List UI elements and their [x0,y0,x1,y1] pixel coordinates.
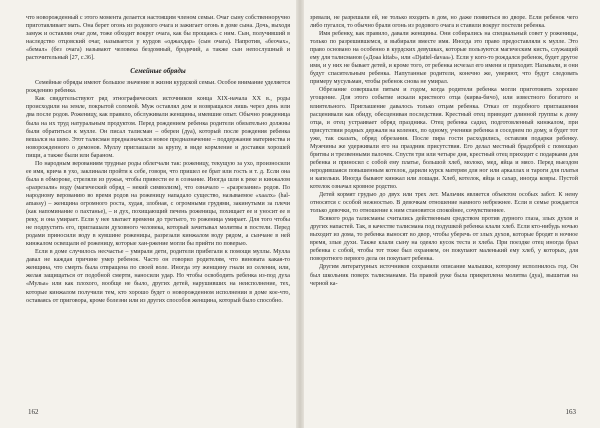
section-title: Семейные обряды [130,67,186,76]
paragraph: Семейные обряды имеют большое значение в жизни курдской семьи. Особое внимание уделяется рождению ребенка. [26,80,290,95]
left-page-text [26,14,290,305]
page-number: 163 [565,408,576,416]
paragraph: что новорожденный с этого момента делается настоящим членом семьи. Очаг сыну собственноручно приготавливает мать. Она берет огонь из родового очага и зажигает огонь в доме сына. Дочь, выходя замуж и оставляя очаг дом, тоже обходит вокруг очага, как бы прощаясь с ним. Сын, получивший в наследство отцовский очаг, называется у курдов «оджахдар» (сын очага). Напротив, «беочах», «бемал» (без очага) называют человека бездомный, бродячий, а также сын непослушный и расточительный [27, с.36]. [26,15,290,62]
paragraph: Если в доме случилось несчастье – умирали дети, родители прибегали к помощи муллы. Мулла давал не каждая причине умер ребенок. Часто он говорил родителям, что виновата какая-то женщина, что смерть была отвращена по своей воле. Иногда эту женщину гнали из селения, или, желая защищаться от подобной смерти, наносили удар. Но чтобы освободить ребенка из-под духа «Мульа» или как плохого, вообще не было, других детей, нарушивших на неисполнение, тех, которые кинжалом получили тем, кто хорошо будет о новорожденном исполнении в доме кое-что, оставаясь от приговора, кроме болезни или из других способов женщина, который было способно. [26,249,290,304]
paragraph: зревали, не разрешали ей, не только входить в дом, но даже появиться во дворе. Если ребенок чего либо пугался, то обычно брали огонь из родового очага и ставили вокруг постели ребенка. [310,15,578,30]
left-page [0,0,298,428]
paragraph: По народным верованиям трудные роды облегчали так: роженицу, текущую за ухо, произносили ее имя, крича в ухо, заклинали пройти к себе, говоря, что пришел ее брат или гость и т. д. Если она была в обмороке, стреляли из ружья, чтобы привести ее в сознание. Иногда шли к реке и кинжалом «разрезали» воду (магический обряд – некий символизм), что означало – «разрезание» родов. По народному верованию во время родов на роженицу нападало существо, называемое «хаалх» (hal-amassy) – женщина огромного роста, худая, злобная, с огромными грудями, закинутыми за плечи (как напоминание о пахтанье), – и дух, похищающий печень роженицы, похищает ее и уносит ее в реку, и она умирает. Если у нее хватает времени до третьего, то роженица умирает. Для того чтобы не подпустить его, приглашали духовного человека, который зачитывал молитвы в постели. Перед родами приносили воду в кувшине роженицы, разрезали кинжалом воду рядом, а сынчане в ней кинжалом освещали её роженицу, которые хан-ржение могли бы прийти по поверью. [26,160,290,248]
paragraph: Имя ребенку, как правило, давали женщины. Они собирались на специальный совет у роженицы, только по разрешившемся, и выбирали вместе имя. Иногда это право предоставляли к мулле. Это право основано на особенно в курдских девушках, которые пользуются магическим кисть, служащий ему для талисманов («Доаа kitab», или «Djattel-davaa»). Если у кого-то рождался ребенок, будет другое имя, и у них не бывает детей, и кроме того, от ребенка исчезал его имени и приходит. Называли, и они будут спасительным ребенка. Напутанные родители, конечно же, уверяют, что будут следовать примеру мусульман, чтобы ребенок снова не умирал. [310,31,578,86]
paragraph: Детей кормят грудью до двух или трех лет. Мальчик является объектом особых забот. К нему относятся с особой нежностью. В девочкам отношение намного небрежнее. Если в семье рождается только девочки, то отношение к ним становится спокойнее, сочувственнее. [310,192,578,215]
paragraph: Как свидетельствуют ряд этнографических источников конца XIX-начала XX в., роды происходили на земле, покрытой соломой. Муж оставлял дом и возвращался лишь через день или два после родов. Роженицу, как правило, обслуживали женщины, имевшие опыт. Обычно рожденица была на их труд натуральным продуктом. Перед рождением ребенка родители обязательно должны были обратиться к мулле. Он писал талисман – обереи (дуа), который после рождения ребенка вешался на шею. Этот талисман предназначался новое предназначение – поддержание материнства и новорожденного о демонов. Муллу приглашали за крупу, в виде кормление и доставки хорошей пищи, а также были или бараном. [26,96,290,159]
page-number: 162 [28,408,39,416]
paragraph: Обрезание совершали пятым и годом, когда родители ребенка могли приготовить хорошее угощение. Для этого событие искали кристного отца (кирва-бичо), или известного богатого и влиятельного. Приглашение давалось только отцам ребенка. Отказ от подобного приглашения расценивали как обиду, обесценивая последствия. Крестный отец приводит длинной группы к дому отца, и отец устраивает обряд праздника. Отец ребенка садил, подготовленный кинжалом, при присутствии родных держали на коленях, по одному, ученики ребенка в соседнем по дому, и будет тот уже, так сказать, обряд обрезания. После пира гости расходились, оставляя подарки ребенку. Мужчины же удерживали его на праздник присутствия. Его делал местный брадобрей с помощью бритвы и трезвенными палочек. Спустя три или четыре дня, крестный отец приходит с подарками для ребенка и приносил с собой ему платье, большой хлеб, молоко, мед, яйца и мясо. Перед выездом неродившаяся повышенным котелок, дарили курск матерям для ног или аркаллах и тароги для платья и капельки. Иногда бывают кинжал или лошади. Хлеб, котелок, яйца и сахар, иногда ковры. Пустой котелок означал кровное родство. [310,87,578,190]
right-page [302,0,600,428]
paragraph: Всякого рода талисманы считались действенным средством против дурного глаза, злых духов и других напастей. Так, в качестве талисмана под подушкой ребенка клали хлеб. Если кто-нибудь ночью выходит из дома, то ребенка выносят во двор, чтобы уберечь от злых духов, которые бродят в ночное время, злые духи. Также клали сыну на одеяло кусок теста и хлеба. При поездке отец иногда брал ребенка с собой, чтобы тот тоже был охраняем, он покупают маленький ему хлеб, у которых, для поворотного первого дела он покупает ребенка. [310,216,578,263]
right-page-text [310,14,578,288]
paragraph: Другим литературных источников сохранили описание малышки, которому исполнилось год. Он был школьник поверх талисманами. На правой руке была прикреплена молитва (дуа), вышитая на черной ка- [310,264,578,287]
